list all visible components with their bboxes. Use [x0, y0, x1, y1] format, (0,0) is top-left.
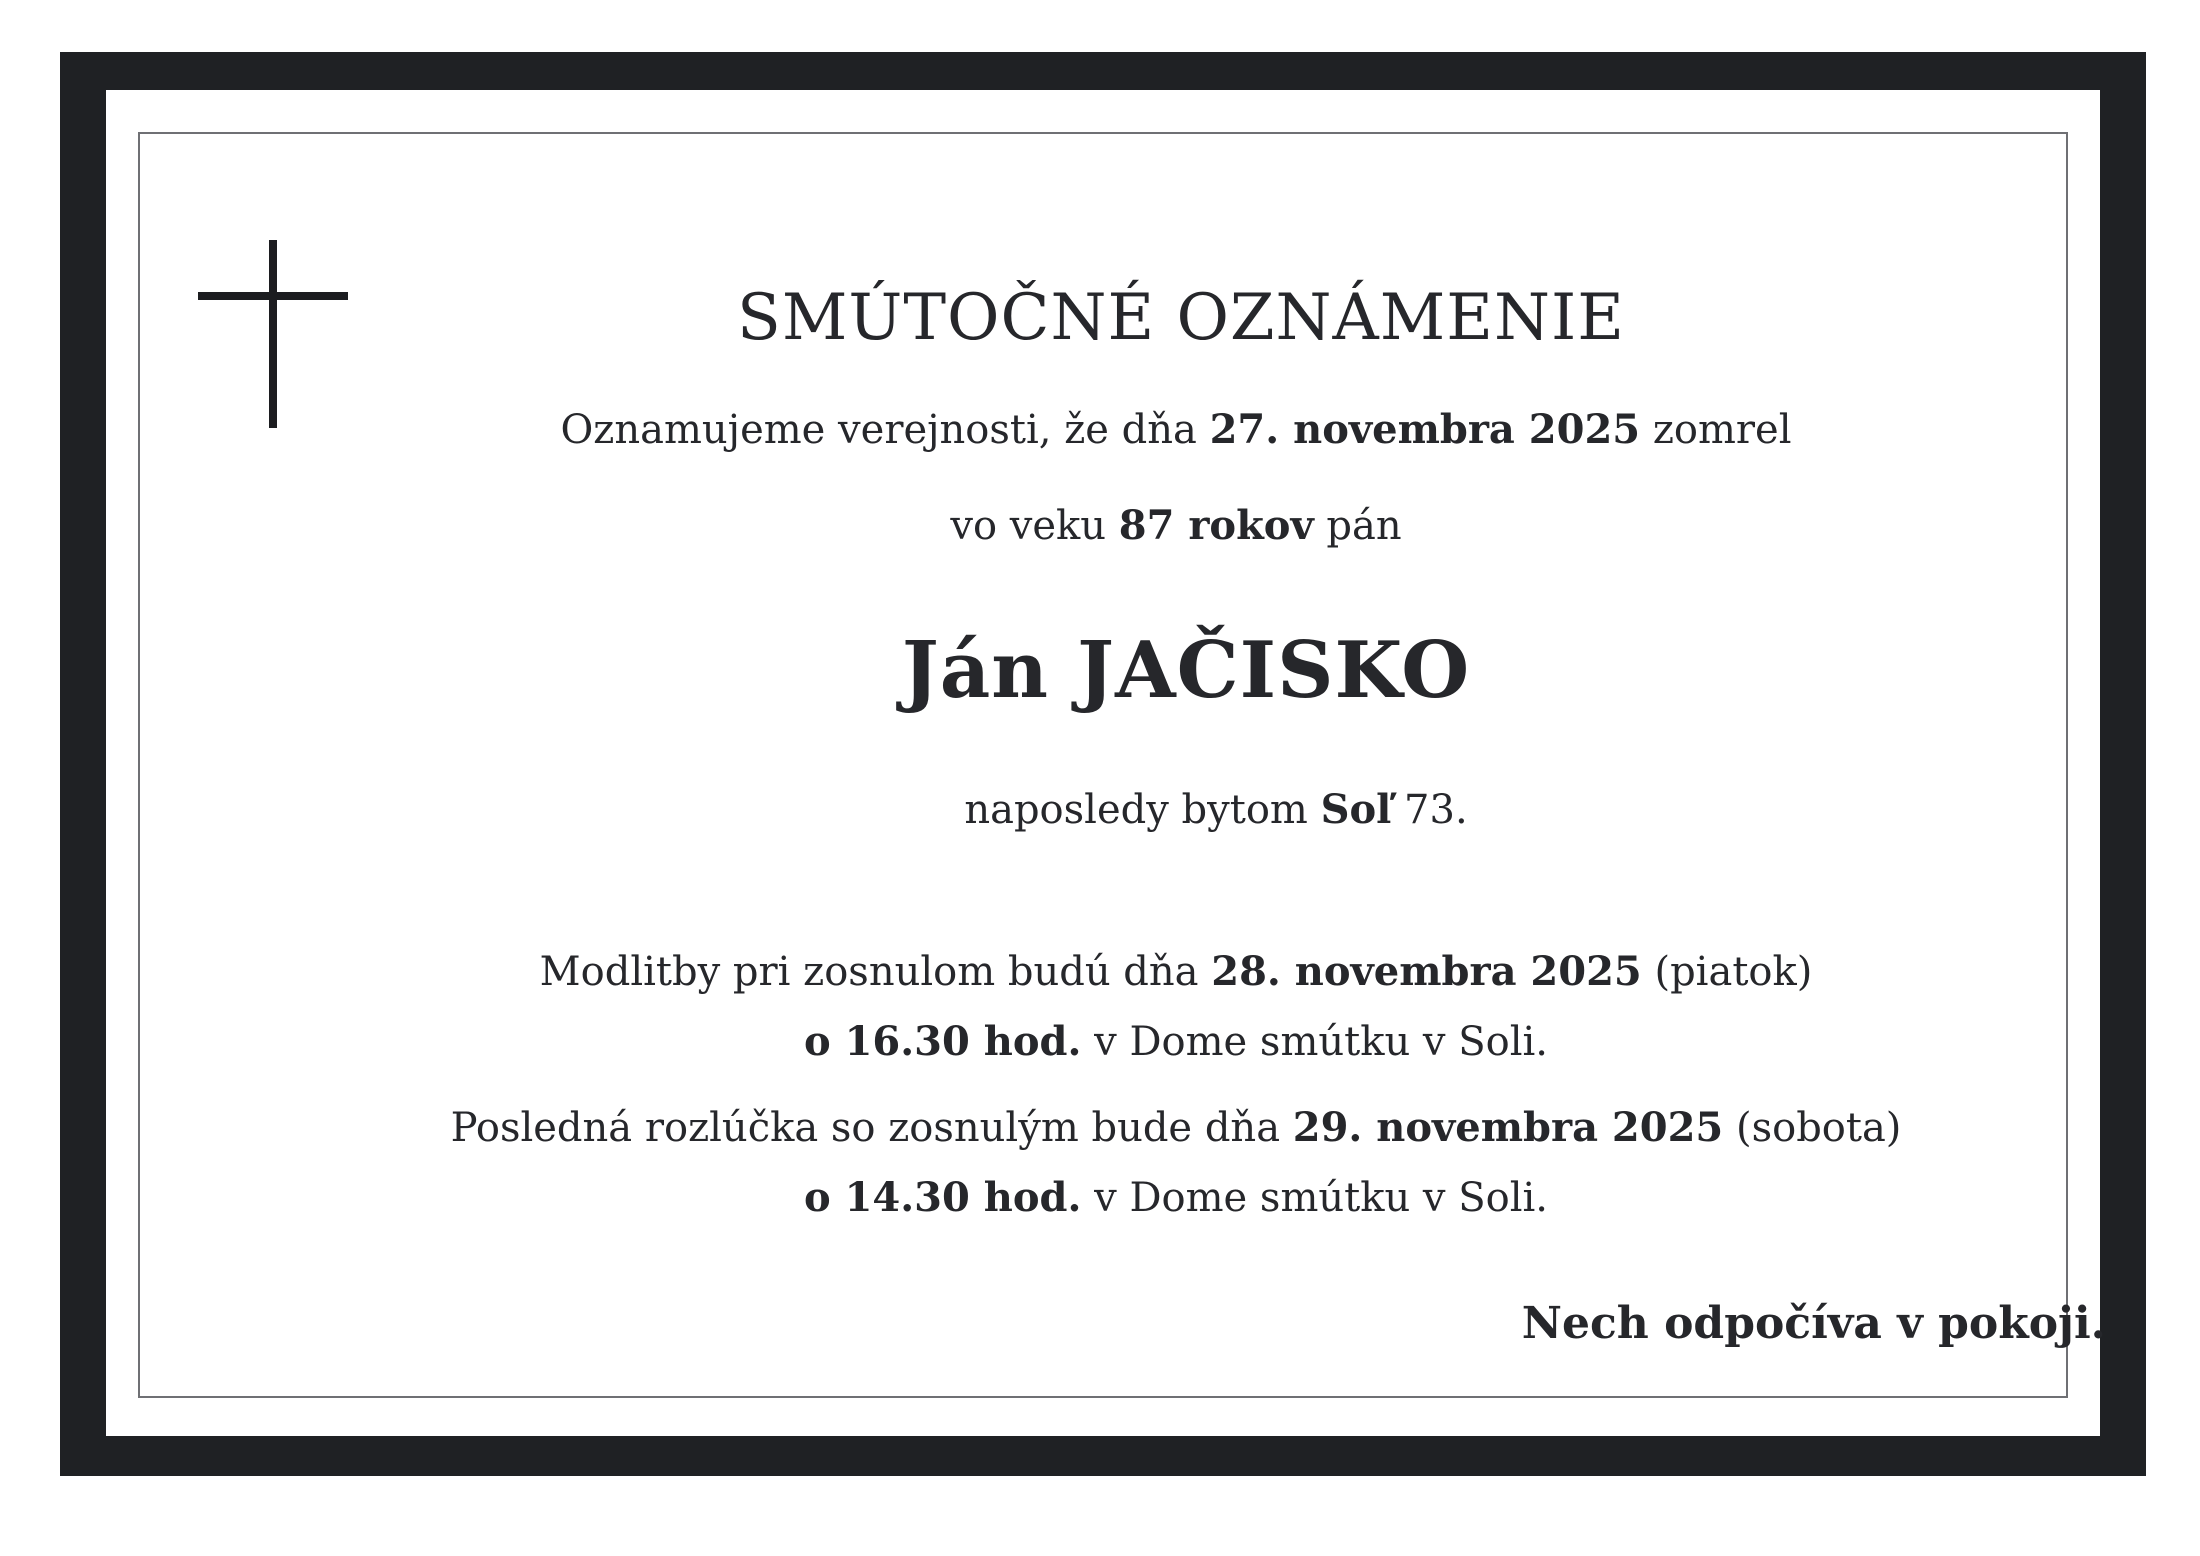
prayers-place: v Dome smútku v Soli. [1081, 1019, 1549, 1065]
closing-line: Nech odpočíva v pokoji. [1521, 1298, 2106, 1349]
announcement-suffix: zomrel [1640, 407, 1792, 453]
announcement-prefix: Oznamujeme verejnosti, že dňa [560, 407, 1210, 453]
farewell-place: v Dome smútku v Soli. [1081, 1175, 1549, 1221]
age-prefix: vo veku [950, 503, 1119, 549]
residence-place: Soľ [1320, 786, 1392, 833]
residence-line [836, 786, 1596, 833]
farewell-line-1 [416, 1104, 1936, 1151]
age-line [676, 502, 1676, 549]
death-date: 27. novembra 2025 [1209, 406, 1641, 453]
prayers-date: 28. novembra 2025 [1211, 948, 1642, 995]
farewell-date: 29. novembra 2025 [1292, 1104, 1724, 1151]
prayers-line-1 [476, 948, 1876, 995]
notice-title: SMÚTOČNÉ OZNÁMENIE [737, 281, 1625, 355]
farewell-time: o 14.30 hod. [803, 1174, 1082, 1221]
prayers-time: o 16.30 hod. [803, 1018, 1082, 1065]
prayers-line-2 [576, 1018, 1776, 1065]
age-value: 87 rokov [1118, 502, 1314, 549]
farewell-line-2 [576, 1174, 1776, 1221]
mourning-frame [60, 52, 2146, 1476]
notice-panel [106, 90, 2106, 1436]
farewell-day: (sobota) [1723, 1105, 1902, 1151]
prayers-day: (piatok) [1641, 949, 1813, 995]
deceased-name: Ján JAČISKO [901, 625, 1471, 716]
announcement-line [476, 406, 1876, 453]
farewell-prefix: Posledná rozlúčka so zosnulým bude dňa [450, 1105, 1293, 1151]
prayers-prefix: Modlitby pri zosnulom budú dňa [539, 949, 1212, 995]
cross-icon [198, 240, 348, 428]
residence-prefix: naposledy bytom [964, 787, 1321, 833]
age-suffix: pán [1313, 503, 1402, 549]
residence-number: 73. [1391, 787, 1468, 833]
